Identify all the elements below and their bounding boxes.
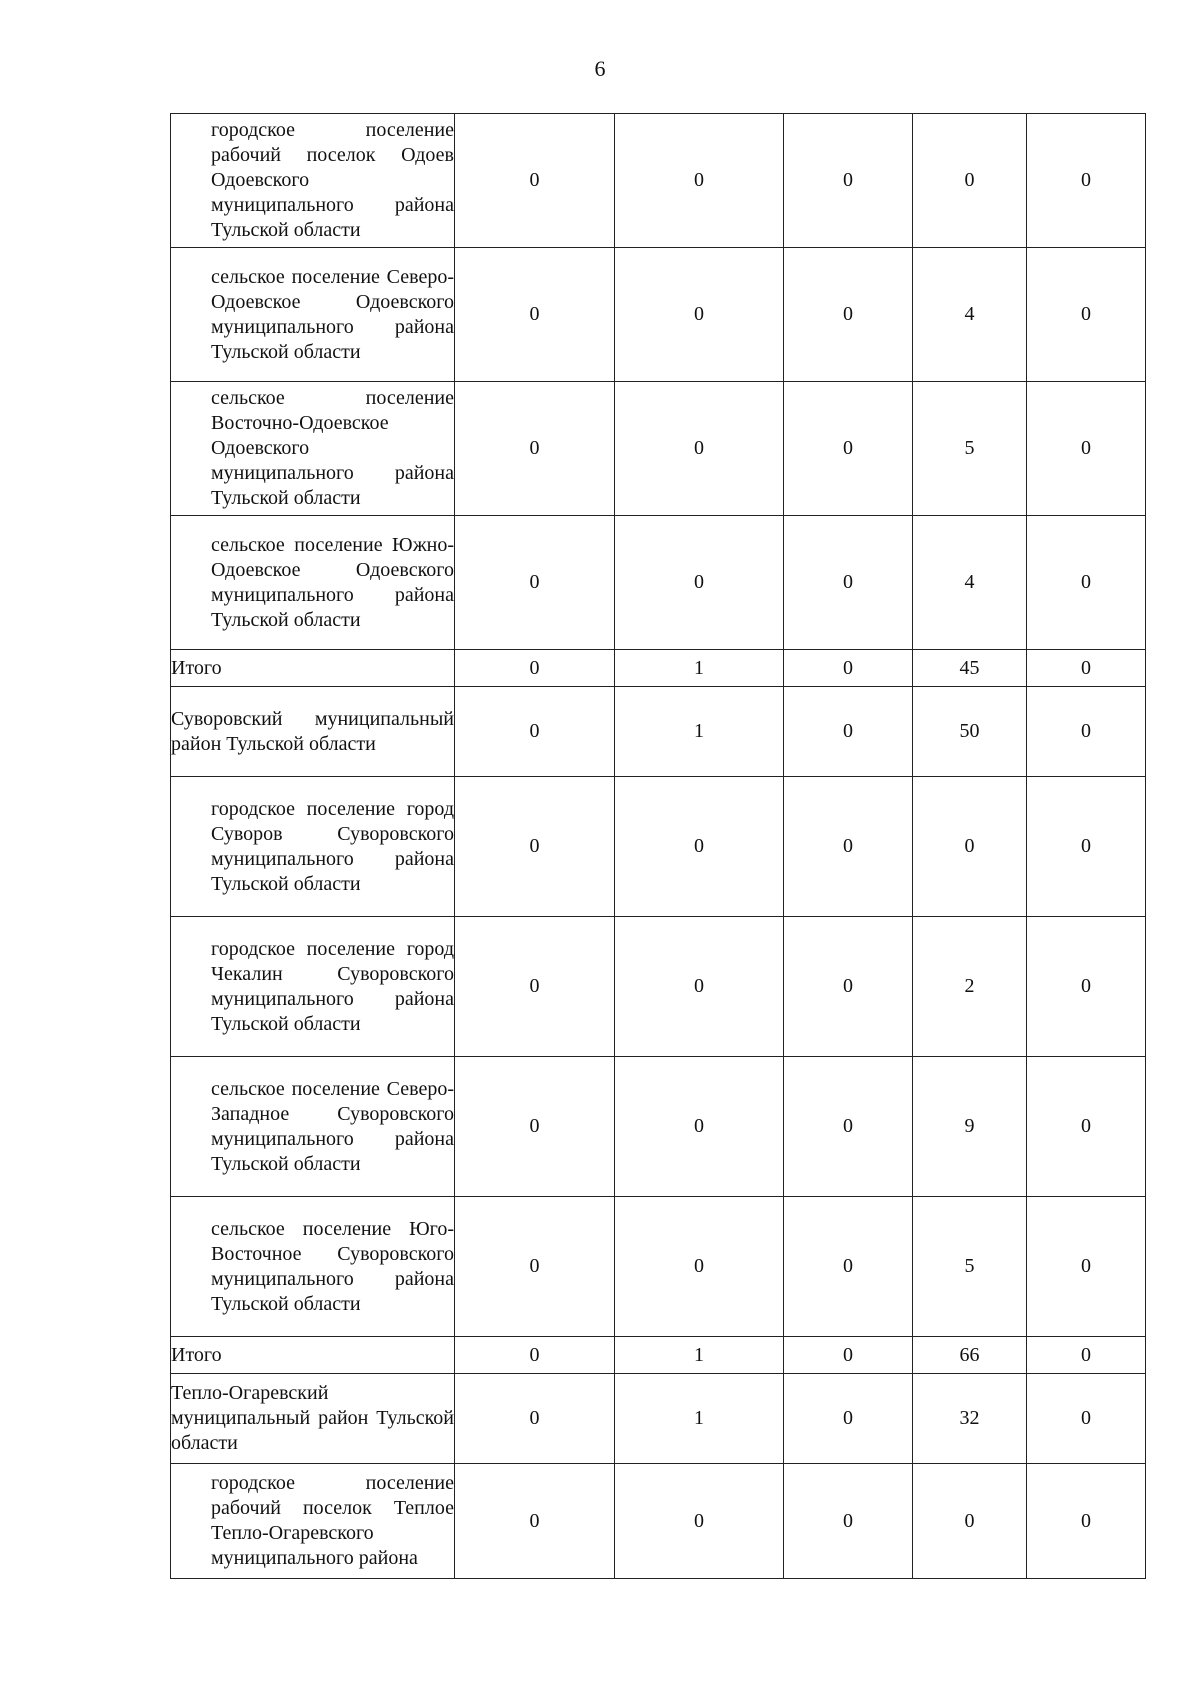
value-cell: 0 xyxy=(455,1197,615,1337)
value-cell: 0 xyxy=(1027,1464,1146,1579)
value-cell: 0 xyxy=(784,248,913,382)
row-name-cell xyxy=(171,1197,455,1337)
row-name-cell xyxy=(171,1374,455,1464)
value-cell: 0 xyxy=(455,114,615,248)
row-name: сельское поселение Юго-Восточное Суворовского муниципального района Тульской области xyxy=(211,1217,454,1315)
value-cell: 0 xyxy=(784,1374,913,1464)
table-row xyxy=(171,248,1146,382)
row-name: городское поселение город Суворов Суворовского муниципального района Тульской области xyxy=(211,797,454,895)
row-name-cell xyxy=(171,917,455,1057)
table-row xyxy=(171,917,1146,1057)
value-cell: 0 xyxy=(1027,917,1146,1057)
value-cell: 0 xyxy=(455,777,615,917)
value-cell: 0 xyxy=(455,650,615,687)
table-row xyxy=(171,114,1146,248)
value-cell: 0 xyxy=(455,1057,615,1197)
table-row xyxy=(171,687,1146,777)
table-row xyxy=(171,777,1146,917)
value-cell: 0 xyxy=(1027,1337,1146,1374)
value-cell: 0 xyxy=(615,1057,784,1197)
value-cell: 0 xyxy=(1027,382,1146,516)
value-cell: 0 xyxy=(784,1464,913,1579)
value-cell: 1 xyxy=(615,1337,784,1374)
value-cell: 0 xyxy=(1027,114,1146,248)
value-cell: 0 xyxy=(455,1464,615,1579)
row-name-cell xyxy=(171,650,455,687)
value-cell: 0 xyxy=(784,777,913,917)
value-cell: 0 xyxy=(455,248,615,382)
table-row xyxy=(171,1374,1146,1464)
value-cell: 0 xyxy=(615,516,784,650)
value-cell: 0 xyxy=(784,516,913,650)
value-cell: 1 xyxy=(615,1374,784,1464)
data-table xyxy=(170,113,1146,1579)
value-cell: 0 xyxy=(784,650,913,687)
value-cell: 0 xyxy=(913,114,1027,248)
value-cell: 5 xyxy=(913,1197,1027,1337)
value-cell: 0 xyxy=(455,382,615,516)
row-name-cell xyxy=(171,382,455,516)
page-number: 6 xyxy=(594,56,606,81)
row-name-cell xyxy=(171,516,455,650)
value-cell: 0 xyxy=(615,248,784,382)
value-cell: 32 xyxy=(913,1374,1027,1464)
value-cell: 1 xyxy=(615,687,784,777)
row-name-cell xyxy=(171,1464,455,1579)
value-cell: 0 xyxy=(615,1197,784,1337)
row-name-cell xyxy=(171,687,455,777)
row-name: сельское поселение Северо-Западное Суворовского муниципального района Тульской области xyxy=(211,1077,454,1175)
value-cell: 45 xyxy=(913,650,1027,687)
value-cell: 0 xyxy=(615,1464,784,1579)
value-cell: 66 xyxy=(913,1337,1027,1374)
value-cell: 0 xyxy=(784,687,913,777)
value-cell: 0 xyxy=(784,1337,913,1374)
value-cell: 9 xyxy=(913,1057,1027,1197)
table-row xyxy=(171,516,1146,650)
value-cell: 2 xyxy=(913,917,1027,1057)
value-cell: 0 xyxy=(455,1337,615,1374)
table-row xyxy=(171,1197,1146,1337)
table-body xyxy=(171,114,1146,1579)
row-name: Итого xyxy=(171,1343,222,1366)
value-cell: 0 xyxy=(615,114,784,248)
value-cell: 0 xyxy=(784,1197,913,1337)
row-name: сельское поселение Северо-Одоевское Одоевского муниципального района Тульской области xyxy=(211,265,454,363)
value-cell: 0 xyxy=(1027,1057,1146,1197)
value-cell: 4 xyxy=(913,516,1027,650)
value-cell: 0 xyxy=(784,382,913,516)
row-name: городское поселение город Чекалин Суворовского муниципального района Тульской области xyxy=(211,937,454,1035)
value-cell: 0 xyxy=(913,777,1027,917)
value-cell: 1 xyxy=(615,650,784,687)
value-cell: 0 xyxy=(615,777,784,917)
value-cell: 0 xyxy=(455,516,615,650)
row-name: Суворовский муниципальный район Тульской области xyxy=(171,707,454,755)
row-name: сельское поселение Южно-Одоевское Одоевского муниципального района Тульской области xyxy=(211,533,454,631)
row-name-cell xyxy=(171,114,455,248)
table-row xyxy=(171,382,1146,516)
row-name-cell xyxy=(171,248,455,382)
row-name: Тепло-Огаревский муниципальный район Тульской области xyxy=(171,1382,454,1454)
value-cell: 0 xyxy=(784,114,913,248)
row-name: сельское поселение Восточно-Одоевское Одоевского муниципального района Тульской области xyxy=(211,387,454,509)
value-cell: 0 xyxy=(455,687,615,777)
total-row xyxy=(171,650,1146,687)
row-name-cell xyxy=(171,1057,455,1197)
value-cell: 0 xyxy=(615,382,784,516)
value-cell: 4 xyxy=(913,248,1027,382)
row-name-cell xyxy=(171,1337,455,1374)
value-cell: 5 xyxy=(913,382,1027,516)
value-cell: 0 xyxy=(1027,516,1146,650)
value-cell: 0 xyxy=(1027,687,1146,777)
value-cell: 0 xyxy=(615,917,784,1057)
table-row xyxy=(171,1464,1146,1579)
total-row xyxy=(171,1337,1146,1374)
value-cell: 0 xyxy=(784,1057,913,1197)
value-cell: 0 xyxy=(913,1464,1027,1579)
row-name: городское поселение рабочий поселок Теплое Тепло-Огаревского муниципального района xyxy=(211,1472,454,1569)
value-cell: 0 xyxy=(455,917,615,1057)
value-cell: 0 xyxy=(1027,1374,1146,1464)
value-cell: 0 xyxy=(1027,777,1146,917)
row-name: городское поселение рабочий поселок Одоев Одоевского муниципального района Тульской области xyxy=(211,119,454,241)
row-name: Итого xyxy=(171,656,222,679)
value-cell: 0 xyxy=(784,917,913,1057)
row-name-cell xyxy=(171,777,455,917)
table-row xyxy=(171,1057,1146,1197)
value-cell: 0 xyxy=(455,1374,615,1464)
value-cell: 0 xyxy=(1027,650,1146,687)
value-cell: 50 xyxy=(913,687,1027,777)
value-cell: 0 xyxy=(1027,248,1146,382)
value-cell: 0 xyxy=(1027,1197,1146,1337)
